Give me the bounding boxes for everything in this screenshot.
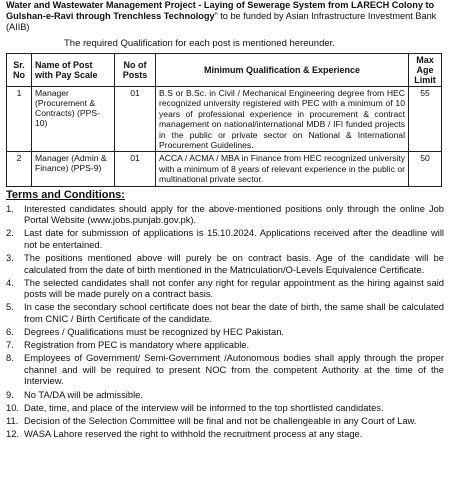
header-post-name: Name of Post with Pay Scale (32, 54, 115, 87)
list-item (6, 301, 444, 324)
term-number: 4. (6, 276, 14, 288)
header-age-limit: Max Age Limit (409, 54, 442, 87)
term-number: 12. (6, 427, 20, 439)
table-row (7, 152, 442, 186)
term-text: Interested candidates should apply for the above-mentioned positions only through the online Job Portal Website (www.jobs.punjab.gov.pk). (24, 202, 444, 226)
row-qualification: B.S or B.Sc. in Civil / Mechanical Engineering degree from HEC recognized university registered with PEC with a minimum of 10 years of professional experience in procurement & contract management on national/international MDB / IFI funded projects in the public or private sector on National & International Procurement Guidelines. (156, 87, 409, 152)
list-item (6, 389, 444, 401)
term-number: 1. (6, 202, 14, 214)
term-number: 3. (6, 252, 14, 264)
row-post-name: Manager (Procurement & Contracts) (PPS-10) (32, 87, 115, 152)
row-no-of-posts: 01 (115, 87, 156, 152)
table-header-row (7, 54, 442, 87)
table-row (7, 87, 442, 152)
list-item (6, 339, 444, 351)
term-text: The selected candidates shall not confer any right for regular appointment as the hiring against said posts will be made purely on a contract basis. (24, 276, 444, 300)
funding-note: ” to be funded by Asian Infrastructure Investment Bank (AIIB) (6, 11, 437, 32)
header-qualification: Minimum Qualification & Experience (156, 54, 409, 87)
list-item (6, 352, 444, 387)
row-sr-no: 1 (7, 87, 32, 152)
term-text: Employees of Government/ Semi-Government /Autonomous bodies shall apply through the proper channel and will be required to present NOC from the competent Authority at the time of the Interview. (24, 352, 444, 387)
term-number: 5. (6, 301, 14, 313)
row-sr-no: 2 (7, 152, 32, 186)
header-sr-no: Sr. No (7, 54, 32, 87)
term-text: Last date for submission of applications is 15.10.2024. Applications received after the deadline will not be entertained. (24, 227, 444, 250)
terms-list (6, 203, 444, 440)
list-item (6, 277, 444, 300)
row-age-limit: 55 (409, 87, 442, 152)
term-text: Degrees / Qualifications must be recognized by HEC Pakistan. (24, 326, 285, 338)
row-no-of-posts: 01 (115, 152, 156, 186)
terms-heading: Terms and Conditions: (6, 188, 125, 201)
list-item (6, 252, 444, 275)
term-text: Date, time, and place of the interview will be informed to the top shortlisted candidates. (24, 401, 384, 413)
term-text: The positions mentioned above will purely be on contract basis. Age of the candidate will be calculated from the date of birth mentioned in the Matriculation/O-Levels Equivalence Certificate. (24, 252, 444, 275)
term-number: 8. (6, 352, 14, 364)
term-text: WASA Lahore reserved the right to withhold the recruitment process at any stage. (24, 427, 363, 439)
term-number: 7. (6, 339, 14, 351)
term-number: 10. (6, 401, 20, 413)
term-number: 11. (6, 414, 19, 426)
header-no-of-posts: No of Posts (115, 54, 156, 87)
row-age-limit: 50 (409, 152, 442, 186)
term-number: 6. (6, 326, 14, 338)
term-text: Decision of the Selection Committee will be final and not be challengeable in any Court of Law. (24, 414, 417, 426)
list-item (6, 227, 444, 250)
term-text: In case the secondary school certificate does not bear the date of birth, the same shall be calculated from CNIC / Birth Certificate of the candidate. (24, 301, 444, 324)
term-text: Registration from PEC is mandatory where applicable. (24, 339, 250, 351)
qualification-note: The required Qualification for each post is mentioned hereunder. (64, 38, 335, 49)
term-number: 2. (6, 227, 14, 239)
list-item (6, 402, 444, 414)
term-text: No TA/DA will be admissible. (24, 388, 143, 400)
project-title: Water and Wastewater Management Project - Laying of Sewerage System from LARECH Colony to Gulshan-e-Ravi through Trenchless Technology (6, 0, 435, 21)
project-intro (6, 0, 444, 33)
list-item (6, 326, 444, 338)
row-qualification: ACCA / ACMA / MBA in Finance from HEC recognized university with a minimum of 8 years of relevant experience in the public or multinational private sector. (156, 152, 409, 186)
row-post-name: Manager (Admin & Finance) (PPS-9) (32, 152, 115, 186)
term-number: 9. (6, 388, 14, 400)
posts-table (6, 53, 442, 187)
list-item (6, 428, 444, 440)
list-item (6, 203, 444, 226)
list-item (6, 415, 444, 427)
